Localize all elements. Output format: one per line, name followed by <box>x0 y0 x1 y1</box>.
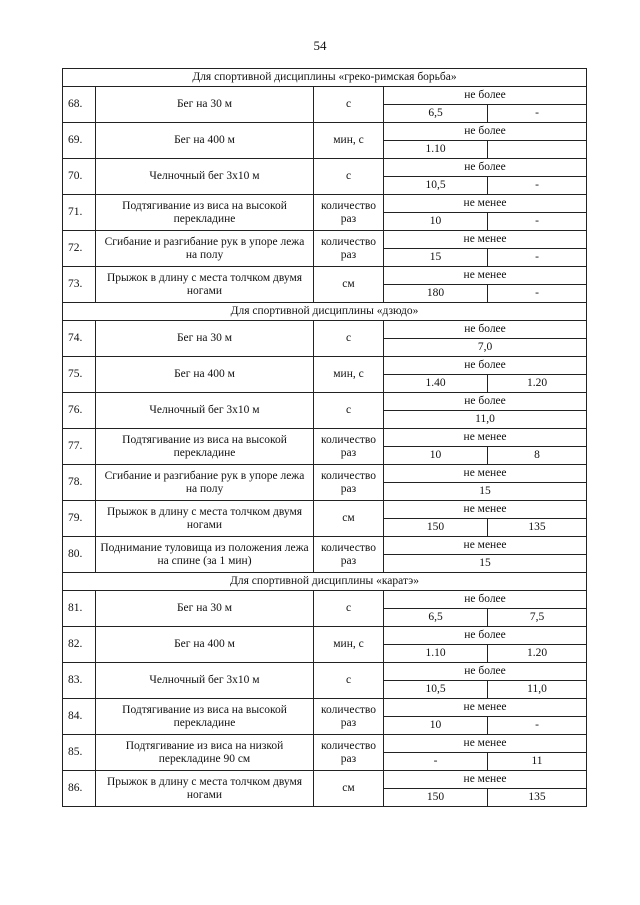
condition: не более <box>384 357 587 375</box>
value-2: 135 <box>488 789 587 807</box>
unit: количество раз <box>314 699 384 735</box>
row-number: 83. <box>63 663 96 699</box>
test-name: Поднимание туловища из положения лежа на спине (за 1 мин) <box>96 537 314 573</box>
value-1: 180 <box>384 285 488 303</box>
value-1: 10 <box>384 717 488 735</box>
value-merged: 15 <box>384 483 587 501</box>
value-2: 11 <box>488 753 587 771</box>
section-title: Для спортивной дисциплины «дзюдо» <box>63 303 587 321</box>
table-row <box>63 357 587 375</box>
value-2: 1.20 <box>488 645 587 663</box>
test-name: Сгибание и разгибание рук в упоре лежа на полу <box>96 465 314 501</box>
value-1: 10 <box>384 213 488 231</box>
test-name: Подтягивание из виса на высокой перекладине <box>96 429 314 465</box>
row-number: 70. <box>63 159 96 195</box>
standards-table-container <box>62 68 586 807</box>
table-row <box>63 699 587 717</box>
value-1: 150 <box>384 519 488 537</box>
value-1: 6,5 <box>384 609 488 627</box>
unit: с <box>314 591 384 627</box>
section-header-row <box>63 69 587 87</box>
condition: не менее <box>384 231 587 249</box>
test-name: Подтягивание из виса на высокой перекладине <box>96 699 314 735</box>
condition: не более <box>384 159 587 177</box>
value-2: 135 <box>488 519 587 537</box>
row-number: 77. <box>63 429 96 465</box>
row-number: 71. <box>63 195 96 231</box>
value-2: 7,5 <box>488 609 587 627</box>
table-row <box>63 231 587 249</box>
section-header-row <box>63 303 587 321</box>
unit: с <box>314 159 384 195</box>
table-row <box>63 159 587 177</box>
condition: не более <box>384 591 587 609</box>
row-number: 86. <box>63 771 96 807</box>
condition: не менее <box>384 267 587 285</box>
test-name: Челночный бег 3х10 м <box>96 393 314 429</box>
table-row <box>63 537 587 555</box>
value-2: 8 <box>488 447 587 465</box>
row-number: 78. <box>63 465 96 501</box>
condition: не менее <box>384 699 587 717</box>
row-number: 84. <box>63 699 96 735</box>
value-1: 10,5 <box>384 681 488 699</box>
value-merged: 15 <box>384 555 587 573</box>
condition: не более <box>384 87 587 105</box>
table-row <box>63 501 587 519</box>
test-name: Челночный бег 3х10 м <box>96 663 314 699</box>
table-row <box>63 123 587 141</box>
test-name: Бег на 400 м <box>96 627 314 663</box>
unit: мин, с <box>314 357 384 393</box>
test-name: Прыжок в длину с места толчком двумя ногами <box>96 771 314 807</box>
condition: не менее <box>384 537 587 555</box>
condition: не менее <box>384 195 587 213</box>
unit: количество раз <box>314 195 384 231</box>
test-name: Подтягивание из виса на высокой перекладине <box>96 195 314 231</box>
section-title: Для спортивной дисциплины «греко-римская борьба» <box>63 69 587 87</box>
test-name: Подтягивание из виса на низкой перекладине 90 см <box>96 735 314 771</box>
table-row <box>63 735 587 753</box>
condition: не менее <box>384 501 587 519</box>
unit: мин, с <box>314 627 384 663</box>
unit: количество раз <box>314 465 384 501</box>
value-2: - <box>488 213 587 231</box>
test-name: Прыжок в длину с места толчком двумя ногами <box>96 267 314 303</box>
row-number: 79. <box>63 501 96 537</box>
value-2: 11,0 <box>488 681 587 699</box>
value-1: 1.10 <box>384 645 488 663</box>
test-name: Бег на 30 м <box>96 321 314 357</box>
test-name: Челночный бег 3х10 м <box>96 159 314 195</box>
value-merged: 7,0 <box>384 339 587 357</box>
page-number: 54 <box>313 38 327 53</box>
row-number: 75. <box>63 357 96 393</box>
value-1: 150 <box>384 789 488 807</box>
unit: мин, с <box>314 123 384 159</box>
test-name: Сгибание и разгибание рук в упоре лежа на полу <box>96 231 314 267</box>
value-1: 1.40 <box>384 375 488 393</box>
row-number: 69. <box>63 123 96 159</box>
value-2: 1.20 <box>488 375 587 393</box>
section-title: Для спортивной дисциплины «каратэ» <box>63 573 587 591</box>
unit: количество раз <box>314 537 384 573</box>
value-1: 6,5 <box>384 105 488 123</box>
value-merged: 11,0 <box>384 411 587 429</box>
unit: количество раз <box>314 429 384 465</box>
condition: не более <box>384 123 587 141</box>
table-row <box>63 195 587 213</box>
value-1: - <box>384 753 488 771</box>
unit: с <box>314 321 384 357</box>
value-2 <box>488 141 587 159</box>
test-name: Бег на 400 м <box>96 357 314 393</box>
condition: не более <box>384 663 587 681</box>
value-2: - <box>488 717 587 735</box>
table-row <box>63 465 587 483</box>
row-number: 80. <box>63 537 96 573</box>
test-name: Бег на 30 м <box>96 87 314 123</box>
row-number: 76. <box>63 393 96 429</box>
value-1: 10,5 <box>384 177 488 195</box>
table-row <box>63 267 587 285</box>
test-name: Бег на 30 м <box>96 591 314 627</box>
value-2: - <box>488 177 587 195</box>
value-1: 1.10 <box>384 141 488 159</box>
condition: не менее <box>384 771 587 789</box>
condition: не более <box>384 393 587 411</box>
row-number: 73. <box>63 267 96 303</box>
row-number: 74. <box>63 321 96 357</box>
standards-table-body <box>63 69 587 807</box>
table-row <box>63 87 587 105</box>
row-number: 68. <box>63 87 96 123</box>
table-row <box>63 393 587 411</box>
value-2: - <box>488 249 587 267</box>
value-1: 15 <box>384 249 488 267</box>
unit: см <box>314 771 384 807</box>
row-number: 81. <box>63 591 96 627</box>
value-2: - <box>488 105 587 123</box>
table-row <box>63 321 587 339</box>
test-name: Прыжок в длину с места толчком двумя ногами <box>96 501 314 537</box>
standards-table <box>62 68 587 807</box>
section-header-row <box>63 573 587 591</box>
condition: не более <box>384 627 587 645</box>
table-row <box>63 591 587 609</box>
unit: см <box>314 267 384 303</box>
table-row <box>63 663 587 681</box>
unit: с <box>314 87 384 123</box>
condition: не менее <box>384 735 587 753</box>
condition: не менее <box>384 429 587 447</box>
unit: см <box>314 501 384 537</box>
test-name: Бег на 400 м <box>96 123 314 159</box>
value-2: - <box>488 285 587 303</box>
unit: количество раз <box>314 735 384 771</box>
unit: с <box>314 663 384 699</box>
row-number: 85. <box>63 735 96 771</box>
table-row <box>63 771 587 789</box>
unit: с <box>314 393 384 429</box>
value-1: 10 <box>384 447 488 465</box>
row-number: 82. <box>63 627 96 663</box>
condition: не менее <box>384 465 587 483</box>
row-number: 72. <box>63 231 96 267</box>
condition: не более <box>384 321 587 339</box>
table-row <box>63 627 587 645</box>
table-row <box>63 429 587 447</box>
unit: количество раз <box>314 231 384 267</box>
